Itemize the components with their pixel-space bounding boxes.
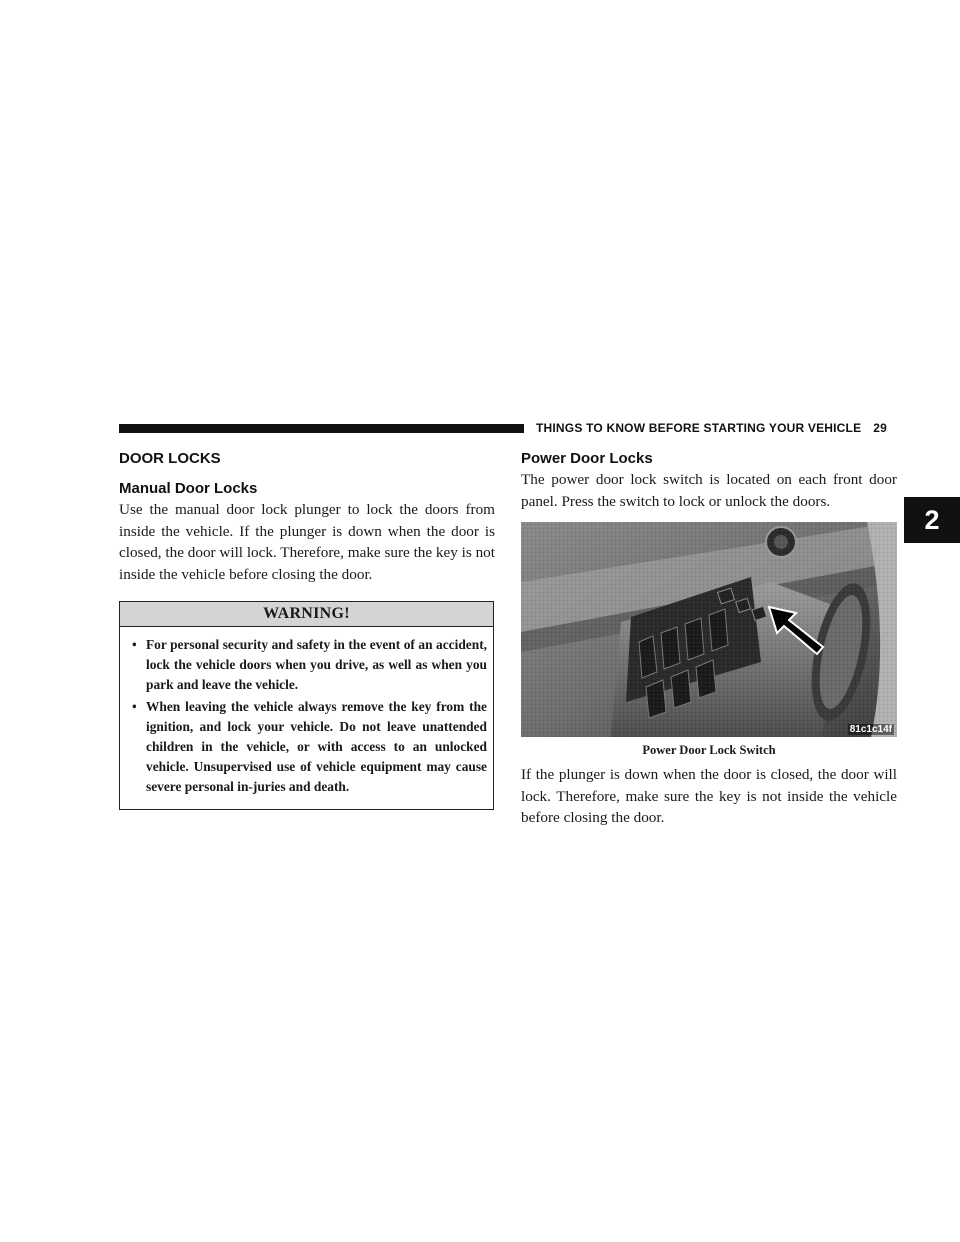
chapter-tab: 2 xyxy=(904,497,960,543)
right-column xyxy=(521,450,897,829)
running-header xyxy=(536,421,887,435)
subheading-manual-locks: Manual Door Locks xyxy=(119,480,258,497)
power-locks-paragraph: The power door lock switch is located on each front door panel. Press the switch to lock or unlock the doors. xyxy=(521,471,897,510)
warning-box xyxy=(119,601,494,810)
subheading-power-locks: Power Door Locks xyxy=(521,450,653,467)
page-number: 29 xyxy=(873,421,888,435)
warning-title: WARNING! xyxy=(120,602,493,627)
warning-item: • For personal security and safety in the event of an accident, lock the vehicle doors when you drive, as well as when you park and leave the vehicle. xyxy=(132,637,487,693)
warning-list xyxy=(120,627,493,809)
manual-locks-paragraph: Use the manual door lock plunger to lock the doors from inside the vehicle. If the plunger is down when the door is closed, the door will lock. Therefore, make sure the key is not inside the vehicle before closing the door. xyxy=(119,501,495,583)
figure-caption: Power Door Lock Switch xyxy=(642,743,776,758)
figure-code: 81c1c14f xyxy=(849,724,892,736)
warning-item: • When leaving the vehicle always remove the key from the ignition, and lock your vehicle. Do not leave unattended children in the vehicle, or with access to an unlocked vehicle. Unsupervised use of vehicle equipment may cause severe personal in-juries and death. xyxy=(132,699,487,795)
door-panel-illustration xyxy=(521,522,897,737)
left-column xyxy=(119,450,495,810)
bullet-icon: • xyxy=(132,637,137,653)
section-title: THINGS TO KNOW BEFORE STARTING YOUR VEHICLE xyxy=(536,421,862,435)
plunger-paragraph: If the plunger is down when the door is closed, the door will lock. Therefore, make sure the key is not inside the vehicle before closing the door. xyxy=(521,766,897,827)
header-rule xyxy=(119,424,524,433)
door-switch-photo xyxy=(521,522,897,737)
section-heading: DOOR LOCKS xyxy=(119,450,221,467)
bullet-icon: • xyxy=(132,699,137,715)
